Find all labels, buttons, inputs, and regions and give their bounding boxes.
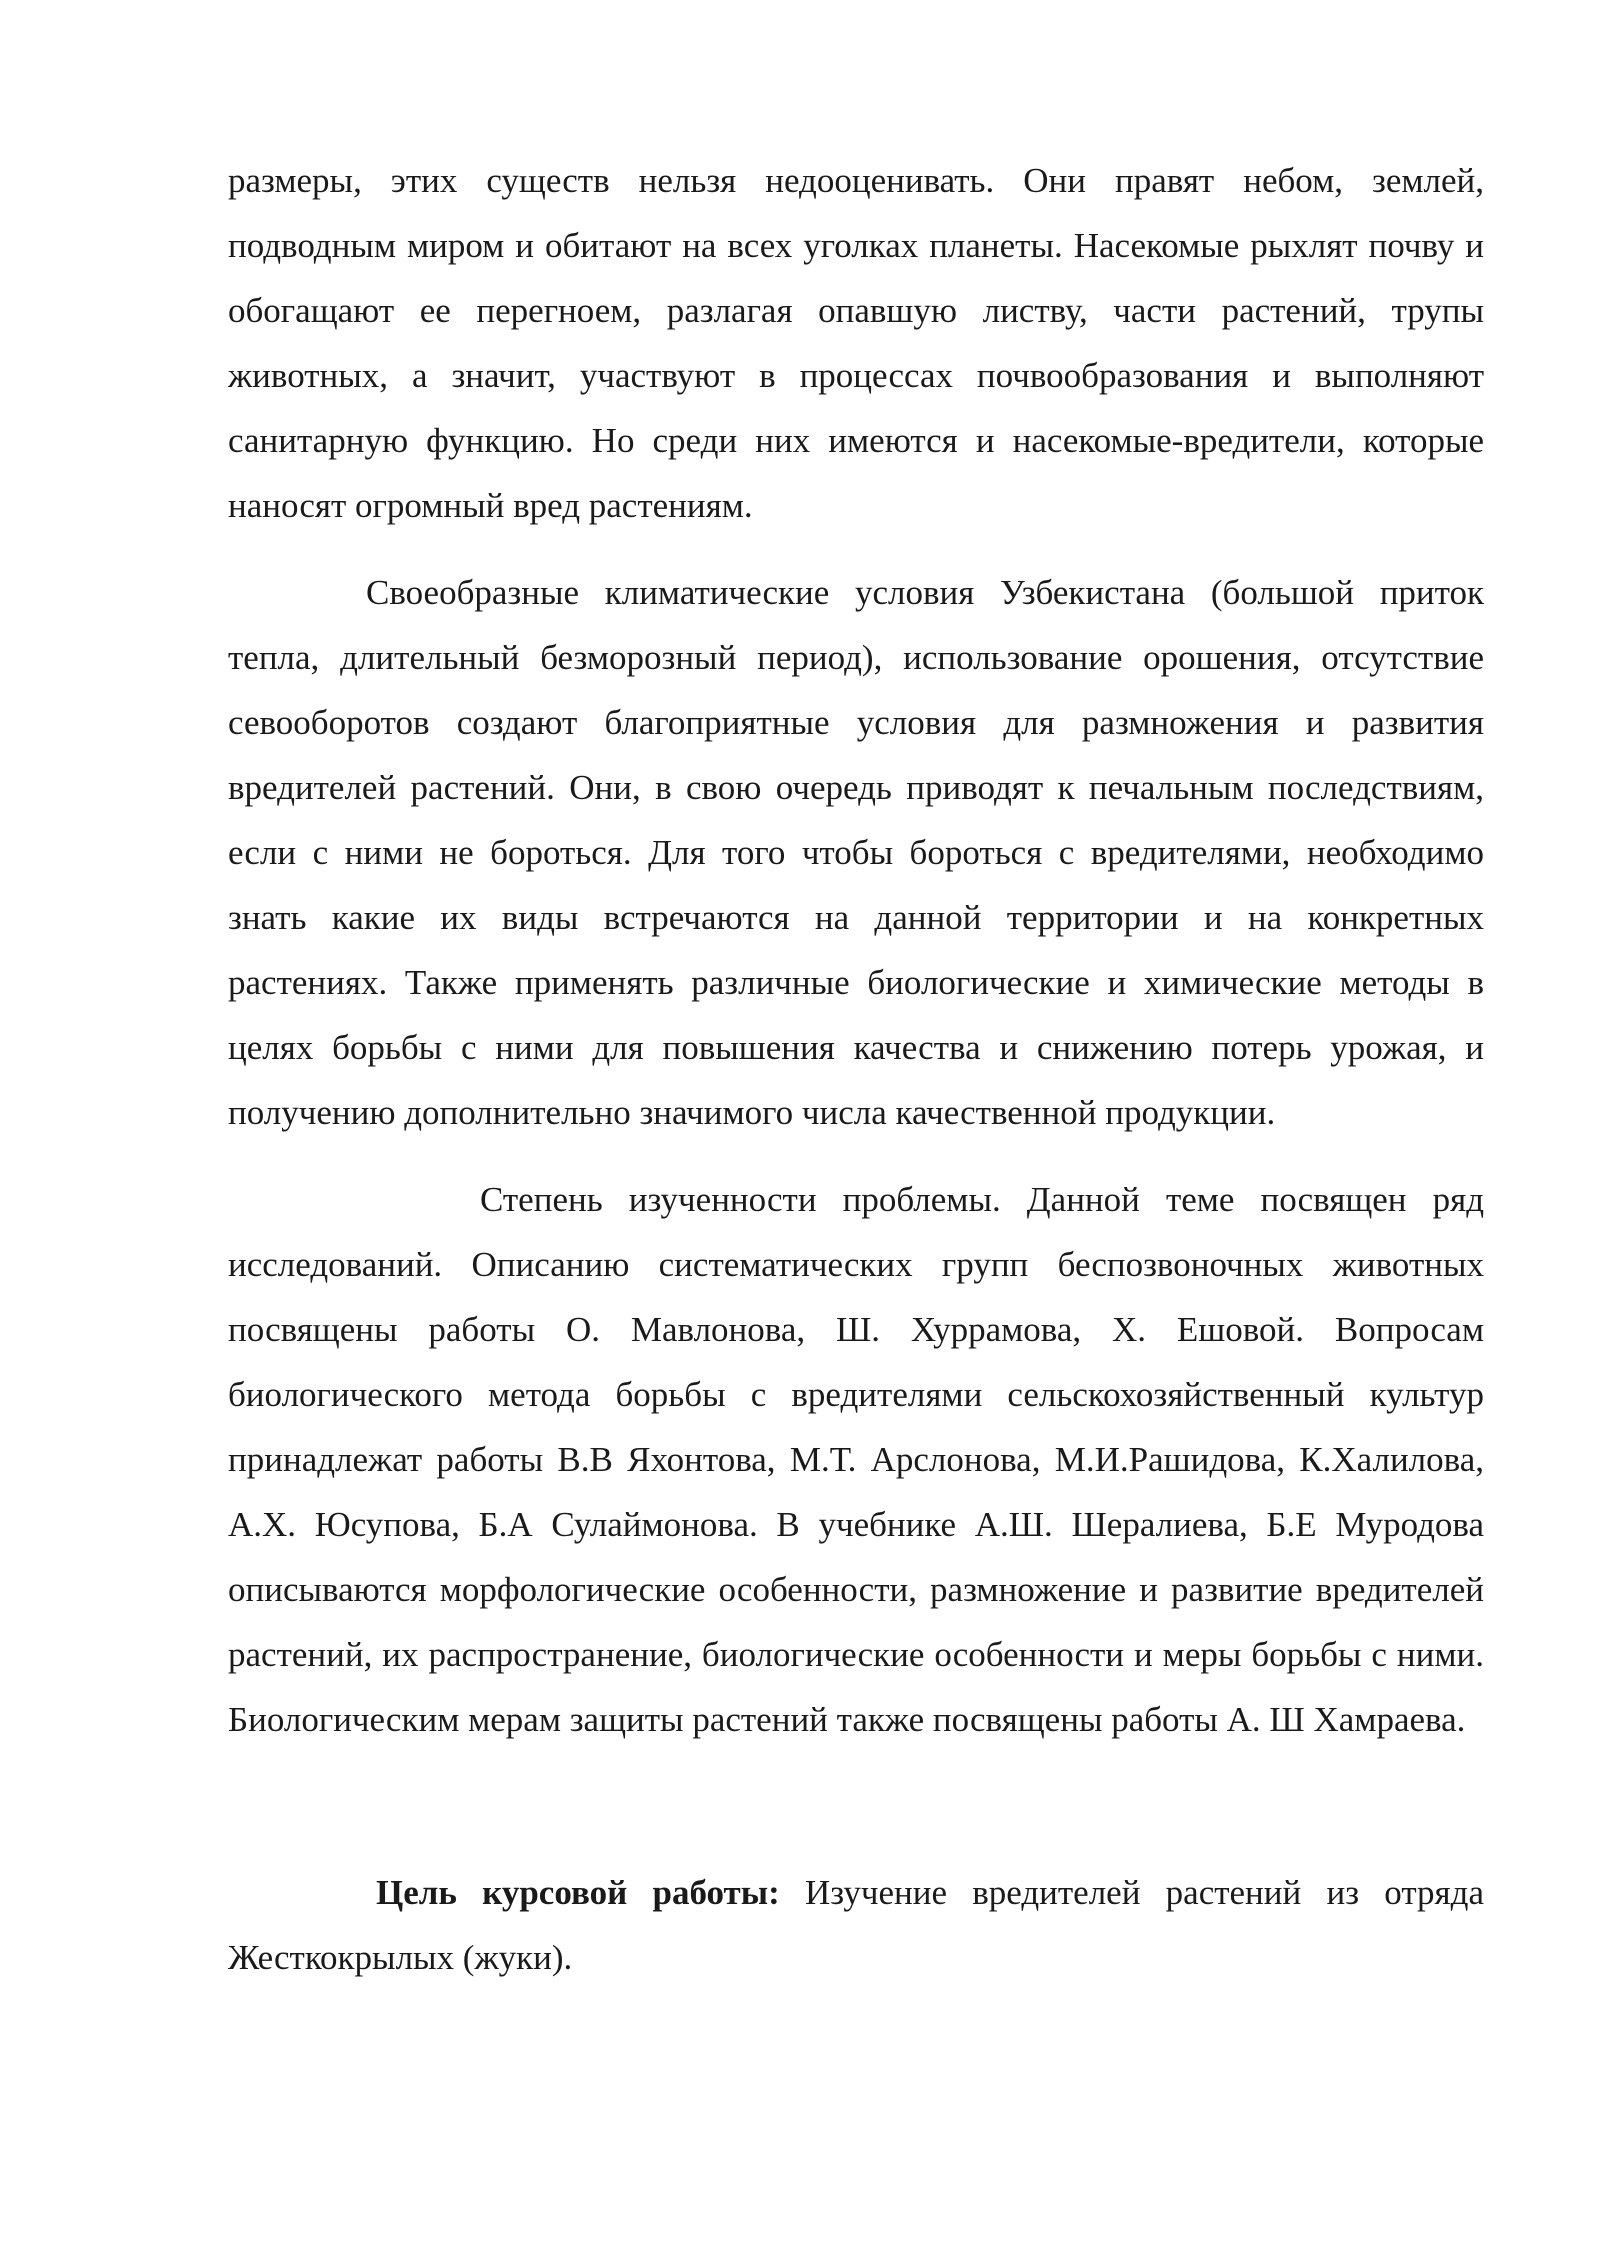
goal-text: Изучение вредителей растений из отряда Жесткокрылых (жуки). [228, 1873, 1484, 1977]
goal-label: Цель курсовой работы: [376, 1873, 780, 1912]
document-body [228, 148, 1484, 1990]
paragraph-goal [228, 1860, 1484, 1990]
paragraph-climate: Своеобразные климатические условия Узбекистана (большой приток тепла, длительный безморозный период), использование орошения, отсутствие севооборотов создают благоприятные условия для размножения и развития вредителей растений. Они, в свою очередь приводят к печальным последствиям, если с ними не бороться. Для того чтобы бороться с вредителями, необходимо знать какие их виды встречаются на данной территории и на конкретных растениях. Также применять различные биологические и химические методы в целях борьбы с ними для повышения качества и снижению потерь урожая, и получению дополнительно значимого числа качественной продукции. [228, 573, 1484, 1132]
paragraph-research: Степень изученности проблемы. Данной теме посвящен ряд исследований. Описанию систематических групп беспозвоночных животных посвящены работы О. Мавлонова, Ш. Хуррамова, Х. Ешовой. Вопросам биологического метода борьбы с вредителями сельскохозяйственный культур принадлежат работы В.В Яхонтова, М.Т. Арслонова, М.И.Рашидова, К.Халилова, А.Х. Юсупова, Б.А Сулаймонова. В учебнике А.Ш. Шералиева, Б.Е Муродова описываются морфологические особенности, размножение и развитие вредителей растений, их распространение, биологические особенности и меры борьбы с ними. Биологическим мерам защиты растений также посвящены работы А. Ш Хамраева. [228, 1180, 1484, 1739]
paragraph-intro: размеры, этих существ нельзя недооценивать. Они правят небом, землей, подводным миром и обитают на всех уголках планеты. Насекомые рыхлят почву и обогащают ее перегноем, разлагая опавшую листву, части растений, трупы животных, а значит, участвуют в процессах почвообразования и выполняют санитарную функцию. Но среди них имеются и насекомые-вредители, которые наносят огромный вред растениям. [228, 161, 1484, 525]
